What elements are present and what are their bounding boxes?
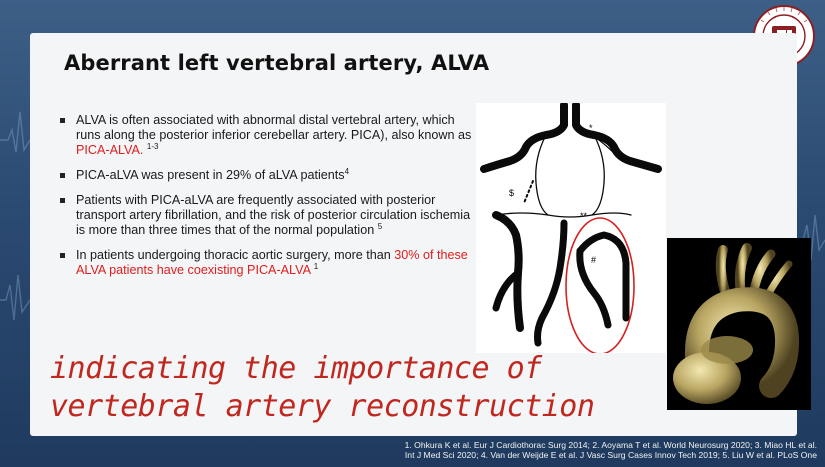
slide-title: Aberrant left vertebral artery, ALVA (64, 51, 490, 75)
bullet-item (58, 193, 478, 238)
bullet-item (58, 248, 478, 278)
diagram-mark-dollar: $ (509, 188, 515, 198)
bullet-item (58, 168, 478, 183)
bullet-highlight: 30% of these ALVA patients have coexisting PICA-ALVA (76, 248, 468, 277)
bullet-text: PICA-aLVA was present in 29% of aLVA patients (76, 168, 345, 182)
diagram-mark-double-star: ** (580, 211, 588, 221)
references (297, 440, 817, 460)
reference-line: 1. Ohkura K et al. Eur J Cardiothorac Surg 2014; 2. Aoyama T et al. World Neurosurg 2020; 3. Miao HL et al. (404, 440, 817, 450)
bullet-text: In patients undergoing thoracic aortic surgery, more than (76, 248, 395, 262)
diagram-mark-hash: # (591, 255, 597, 265)
aorta-3d-reconstruction-image (667, 238, 811, 410)
diagram-mark-star: * (589, 123, 593, 133)
bullet-citation: 4 (344, 167, 350, 176)
bullet-text: ALVA is often associated with abnormal distal vertebral artery, which runs along the posterior inferior cerebellar artery. PICA), also known as (76, 113, 472, 142)
conclusion-line-2: vertebral artery reconstruction (50, 389, 595, 424)
artery-diagram (476, 103, 666, 353)
bullet-text: Patients with PICA-aLVA are frequently associated with posterior transport artery fibrillation, and the risk of posterior circulation ischemia is more than three times that of the normal population (76, 193, 471, 237)
bullet-list (58, 113, 478, 288)
bullet-marker (60, 253, 65, 258)
bullet-citation: 1-3 (146, 142, 159, 151)
bullet-marker (60, 198, 65, 203)
bullet-marker (60, 173, 65, 178)
bullet-item (58, 113, 478, 158)
conclusion-line-1: indicating the importance of (50, 351, 542, 386)
bullet-highlight: PICA-ALVA. (76, 143, 144, 157)
reference-line: Int J Med Sci 2020; 4. Van der Weijde E et al. J Vasc Surg Cases Innov Tech 2019; 5. Liu W et al. PLoS One (404, 450, 817, 460)
bullet-citation: 5 (377, 222, 383, 231)
bullet-citation: 1 (313, 262, 319, 271)
bullet-marker (60, 118, 65, 123)
